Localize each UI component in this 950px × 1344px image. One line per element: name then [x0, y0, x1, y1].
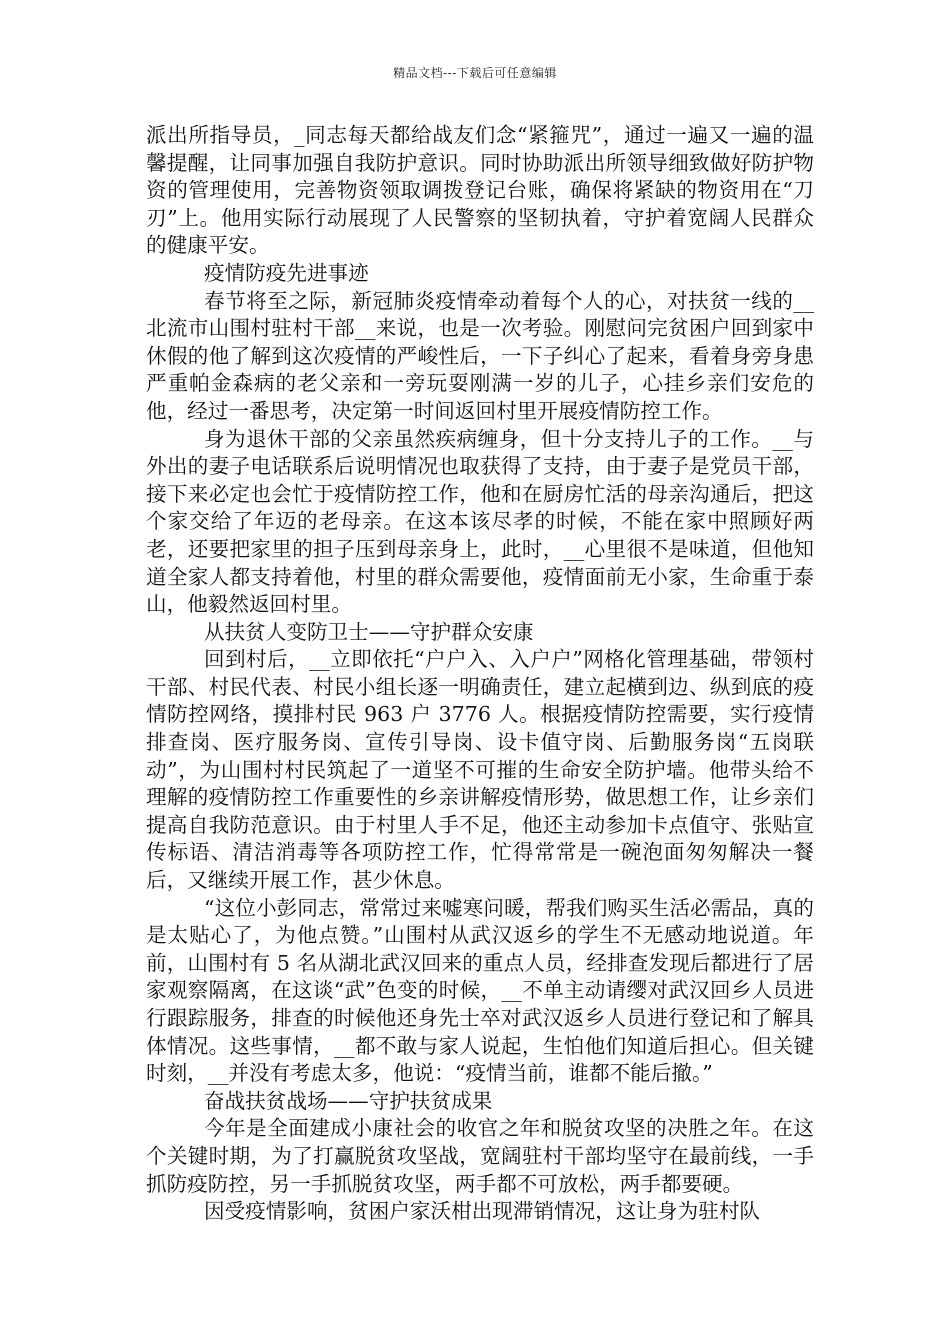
paragraph: 回到村后，__立即依托“户户入、入户户”网格化管理基础，带领村干部、村民代表、村民小组长逐一明确责任，建立起横到边、纵到底的疫情防控网络，摸排村民 963 户 3776 人。根据疫情防控需要，实行疫情排查岗、医疗服务岗、宣传引导岗、设卡值守岗、后勤服务岗“五岗联动”，为山围村村民筑起了一道坚不可摧的生命安全防护墙。他带头给不理解的疫情防控工作重要性的乡亲讲解疫情形势，做思想工作，让乡亲们提高自我防范意识。由于村里人手不足，他还主动参加卡点值守、张贴宣传标语、清洁消毒等各项防控工作，忙得常常是一碗泡面匆匆解决一餐后，又继续开展工作，甚少休息。	[146, 647, 814, 893]
paragraph: 今年是全面建成小康社会的收官之年和脱贫攻坚的决胜之年。在这个关键时期，为了打赢脱贫攻坚战，宽阔驻村干部均坚守在最前线，一手抓防疫防控，另一手抓脱贫攻坚，两手都不可放松，两手都要硬。	[146, 1116, 814, 1196]
paragraph: 春节将至之际，新冠肺炎疫情牵动着每个人的心，对扶贫一线的__北流市山围村驻村干部__来说，也是一次考验。刚慰问完贫困户回到家中休假的他了解到这次疫情的严峻性后，一下子纠心了起来，看着身旁身患严重帕金森病的老父亲和一旁玩耍刚满一岁的儿子，心挂乡亲们安危的他，经过一番思考，决定第一时间返回村里开展疫情防控工作。	[146, 288, 814, 423]
page-header: 精品文档---下载后可任意编辑	[393, 66, 557, 80]
section-heading: 奋战扶贫战场——守护扶贫成果	[204, 1088, 493, 1113]
paragraph: 因受疫情影响，贫困户家沃柑出现滞销情况，这让身为驻村队	[204, 1199, 761, 1224]
paragraph: 派出所指导员，_同志每天都给战友们念“紧箍咒”，通过一遍又一遍的温馨提醒，让同事加强自我防护意识。同时协助派出所领导细致做好防护物资的管理使用，完善物资领取调拨登记台账，确保将紧缺的物资用在“刀刃”上。他用实际行动展现了人民警察的坚韧执着，守护着宽阔人民群众的健康平安。	[146, 123, 814, 258]
section-title: 疫情防疫先进事迹	[204, 260, 369, 285]
document-body	[146, 122, 814, 1226]
section-heading: 从扶贫人变防卫士——守护群众安康	[204, 619, 534, 644]
paragraph: “这位小彭同志，常常过来嘘寒问暖，帮我们购买生活必需品，真的是太贴心了，为他点赞。”山围村从武汉返乡的学生不无感动地说道。年前，山围村有 5 名从湖北武汉回来的重点人员，经排查发现后都进行了居家观察隔离，在这谈“武”色变的时候，__不单主动请缨对武汉回乡人员进行跟踪服务，排查的时候他还身先士卒对武汉返乡人员进行登记和了解具体情况。这些事情，__都不敢与家人说起，生怕他们知道后担心。但关键时刻，__并没有考虑太多，他说：“疫情当前，谁都不能后撤。”	[146, 895, 814, 1086]
paragraph: 身为退休干部的父亲虽然疾病缠身，但十分支持儿子的工作。__与外出的妻子电话联系后说明情况也取获得了支持，由于妻子是党员干部，接下来必定也会忙于疫情防控工作，他和在厨房忙活的母亲沟通后，把这个家交给了年迈的老母亲。在这本该尽孝的时候，不能在家中照顾好两老，还要把家里的担子压到母亲身上，此时，__心里很不是味道，但他知道全家人都支持着他，村里的群众需要他，疫情面前无小家，生命重于泰山，他毅然返回村里。	[146, 426, 814, 617]
